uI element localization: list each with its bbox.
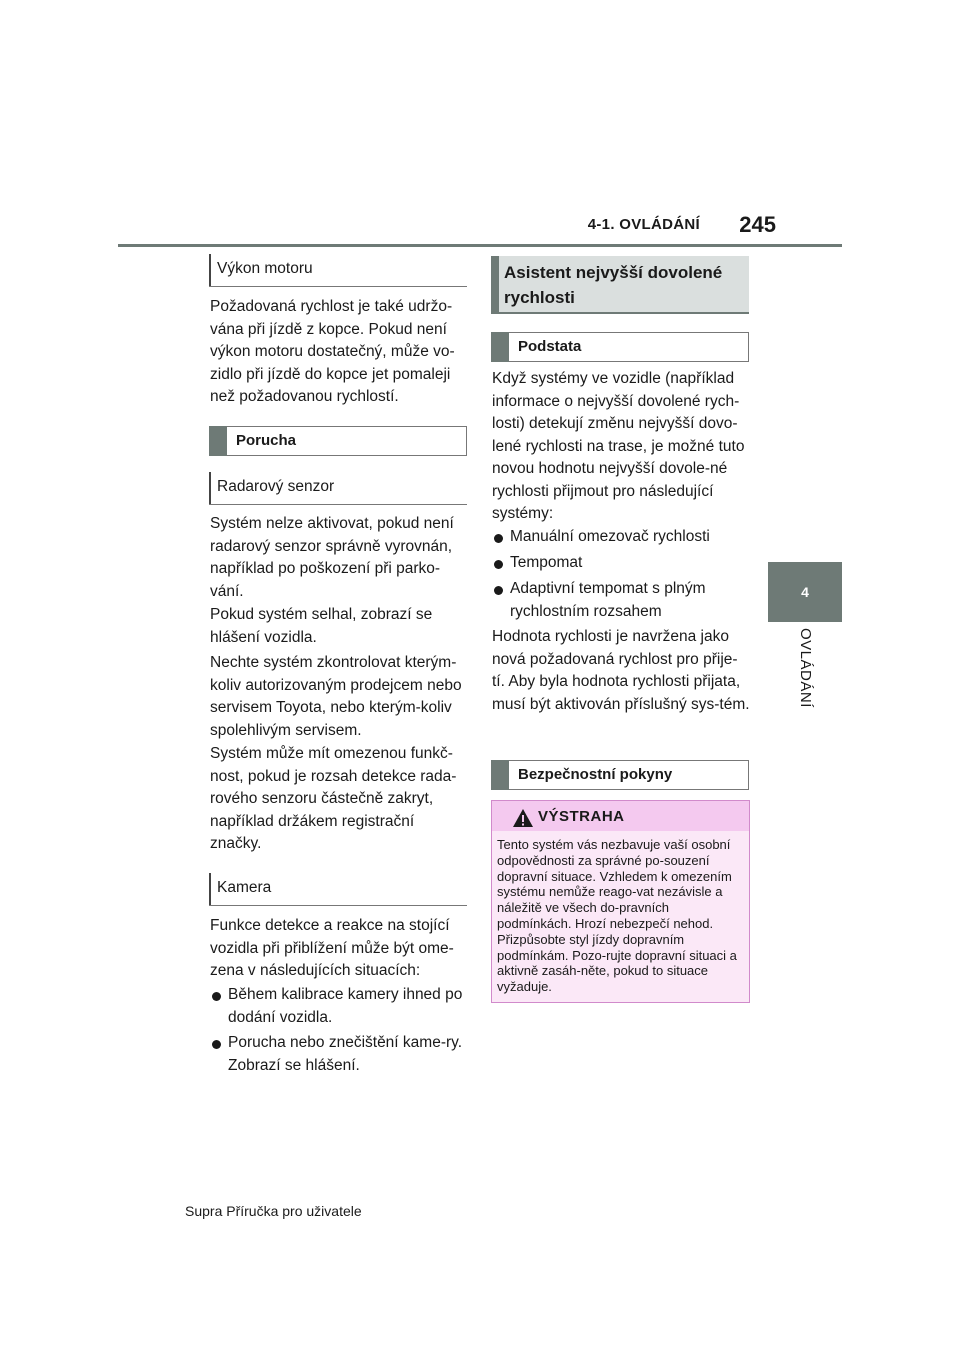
warning-box <box>491 800 750 1003</box>
radar-heading-text: Radarový senzor <box>217 478 335 495</box>
list-item-text: Adaptivní tempomat s plným rychlostním rozsahem <box>510 580 706 620</box>
safety-heading <box>491 760 749 790</box>
radar-text-2: Pokud systém selhal, zobrazí se hlášení vozidla. <box>210 606 433 646</box>
list-item-text: Tempomat <box>510 554 583 571</box>
after-text: Hodnota rychlosti je navržena jako nová požadovaná rychlost pro přije-tí. Aby byla hodnota rychlosti přijata, musí být aktivován příslušný sys-tém. <box>492 628 750 713</box>
radar-text-1: Systém nelze aktivovat, pokud není radarový senzor správně vyrovnán, například po poškození při parko-vání. <box>210 515 454 600</box>
engine-power-text: Požadovaná rychlost je také udržo-vána při jízdě z kopce. Pokud není výkon motoru dostatečný, může vo-zidlo při jízdě do kopce jet pomaleji než požadovanou rychlostí. <box>210 298 455 405</box>
malfunction-heading <box>209 426 467 456</box>
list-item-text: Porucha nebo znečištění kame-ry. Zobrazí se hlášení. <box>228 1034 463 1074</box>
bullet-icon <box>212 1040 221 1049</box>
list-item <box>210 984 468 1029</box>
warning-title: VÝSTRAHA <box>538 808 625 825</box>
malfunction-heading-text: Porucha <box>236 432 297 449</box>
section-title: 4-1. OVLÁDÁNÍ <box>587 216 700 233</box>
chapter-number: 4 <box>801 584 809 600</box>
bullet-icon <box>494 586 503 595</box>
list-item <box>210 1032 468 1077</box>
list-item <box>492 552 750 575</box>
chapter-tab <box>768 562 842 622</box>
camera-text: Funkce detekce a reakce na stojící vozidla při přiblížení může být ome-zena v následujících situacích: <box>210 917 454 979</box>
basics-heading <box>491 332 749 362</box>
page-number: 245 <box>739 212 776 237</box>
footer-text: Supra Příručka pro uživatele <box>185 1203 362 1219</box>
camera-heading <box>209 873 467 906</box>
radar-text-4: Systém může mít omezenou funkč-nost, pokud je rozsah detekce rada-rového senzoru částečně zakryt, například držákem registrační značky. <box>210 745 457 852</box>
radar-heading <box>209 472 467 505</box>
chapter-label-text: OVLÁDÁNÍ <box>797 628 814 708</box>
header-divider <box>118 244 842 247</box>
engine-power-heading-text: Výkon motoru <box>217 260 313 277</box>
bullet-icon <box>494 534 503 543</box>
list-item <box>492 526 750 549</box>
list-item <box>492 578 750 623</box>
engine-power-heading <box>209 254 467 287</box>
chapter-label <box>787 628 823 758</box>
safety-heading-text: Bezpečnostní pokyny <box>518 766 673 783</box>
basics-text: Když systémy ve vozidle (například informace o nejvyšší dovolené rych-losti) detekují změnu nejvyšší dovo-lené rychlosti na trase, je možné tuto novou hodnotu nejvyšší dovole-né rychlosti přijmout pro následující systémy: <box>492 370 745 522</box>
camera-heading-text: Kamera <box>217 879 272 896</box>
speed-limit-assist-heading-text: Asistent nejvyšší dovolené rychlosti <box>504 263 723 307</box>
basics-heading-text: Podstata <box>518 338 582 355</box>
list-item-text: Manuální omezovač rychlosti <box>510 528 710 545</box>
list-item-text: Během kalibrace kamery ihned po dodání vozidla. <box>228 986 463 1026</box>
warning-triangle-icon <box>512 808 534 828</box>
bullet-icon <box>212 992 221 1001</box>
bullet-icon <box>494 560 503 569</box>
speed-limit-assist-heading <box>491 256 749 314</box>
radar-text-3: Nechte systém zkontrolovat kterým-koliv autorizovaným prodejcem nebo servisem Toyota, nebo kterým-koliv spolehlivým servisem. <box>210 654 462 739</box>
warning-text: Tento systém vás nezbavuje vaší osobní odpovědnosti za správné po-souzení dopravní situace. Vzhledem k omezením systému nemůže reago-vat nezávisle a náležitě ve všech do-pravních podmínkách. Hrozí nebezpečí nehod. Přizpůsobte styl jízdy dopravním podmínkám. Pozo-rujte dopravní situaci a aktivně zasáh-něte, pokud to situace vyžaduje. <box>497 837 737 995</box>
